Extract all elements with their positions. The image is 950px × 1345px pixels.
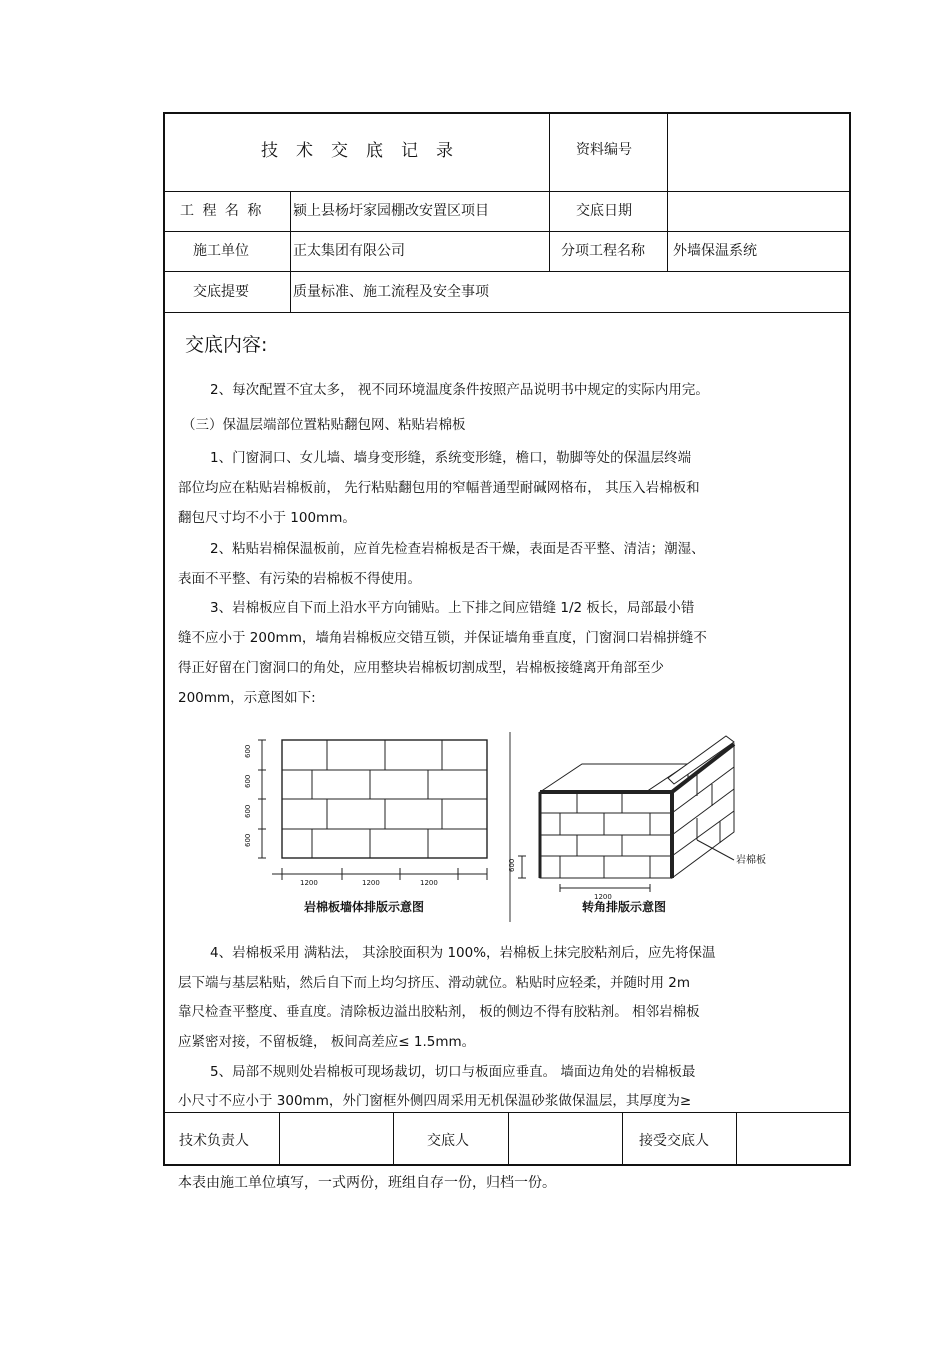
form-title: 技术交底记录 (261, 141, 471, 161)
content-line: 2、每次配置不宜太多， 视不同环境温度条件按照产品说明书中规定的实际内用完。 (210, 382, 709, 398)
receiver-label: 接受交底人 (639, 1133, 709, 1149)
summary-value[interactable]: 质量标准、施工流程及安全事项 (293, 284, 489, 300)
dim-label: 600 (244, 804, 252, 818)
summary-label: 交底提要 (193, 284, 249, 300)
date-label: 交底日期 (576, 203, 632, 219)
content-line: 小尺寸不应小于 300mm，外门窗框外侧四周采用无机保温砂浆做保温层，其厚度为≥ (178, 1093, 692, 1109)
dim-label: 1200 (420, 879, 438, 887)
dim-label: 1200 (362, 879, 380, 887)
col-divider (736, 1112, 737, 1166)
col-divider (290, 191, 291, 312)
discloser-label: 交底人 (427, 1133, 469, 1149)
row-divider (165, 191, 849, 192)
content-line: 得正好留在门窗洞口的角处，应用整块岩棉板切割成型，岩棉板接缝离开角部至少 (178, 660, 664, 676)
content-line: 层下端与基层粘贴，然后自下而上均匀挤压、滑动就位。粘贴时应轻柔，并随时用 2m (178, 975, 691, 991)
content-line: 缝不应小于 200mm，墙角岩棉板应交错互锁，并保证墙角垂直度，门窗洞口岩棉拼缝不 (178, 630, 707, 646)
project-label: 工 程 名 称 (180, 203, 264, 219)
content-line: 应紧密对接，不留板缝， 板间高差应≤ 1.5mm。 (178, 1034, 476, 1050)
layout-diagram (242, 722, 774, 928)
content-heading: 交底内容: (185, 334, 268, 356)
dim-label: 1200 (300, 879, 318, 887)
content-line: 1、门窗洞口、女儿墙、墙身变形缝，系统变形缝，檐口，勒脚等处的保温层终端 (210, 450, 692, 466)
col-divider (279, 1112, 280, 1166)
content-line: 翻包尺寸均不小于 100mm。 (178, 510, 356, 526)
rock-wool-layout-figure (242, 722, 774, 928)
content-line: 5、局部不规则处岩棉板可现场裁切，切口与板面应垂直。 墙面边角处的岩棉板最 (210, 1064, 696, 1080)
dim-label: 600 (508, 858, 516, 872)
rock-wool-callout: 岩棉板 (736, 855, 766, 866)
col-divider (393, 1112, 394, 1166)
contractor-label: 施工单位 (193, 243, 249, 259)
row-divider (165, 1112, 849, 1113)
record-no-label: 资料编号 (576, 142, 632, 158)
dim-label: 1200 (594, 893, 612, 901)
content-line: 4、岩棉板采用 满粘法， 其涂胶面积为 100%，岩棉板上抹完胶粘剂后，应先将保温 (210, 945, 716, 961)
subitem-value[interactable]: 外墙保温系统 (673, 243, 757, 259)
contractor-value[interactable]: 正太集团有限公司 (293, 243, 405, 259)
col-divider (622, 1112, 623, 1166)
dim-label: 600 (244, 774, 252, 788)
row-divider (165, 312, 849, 313)
subitem-label: 分项工程名称 (561, 243, 645, 259)
dim-label: 600 (244, 744, 252, 758)
dim-label: 600 (244, 833, 252, 847)
row-divider (165, 231, 849, 232)
content-line: 2、粘贴岩棉保温板前，应首先检查岩棉板是否干燥，表面是否平整、清洁；潮湿、 (210, 541, 705, 557)
left-figure-caption: 岩棉板墙体排版示意图 (304, 900, 425, 914)
content-line: 3、岩棉板应自下而上沿水平方向铺贴。上下排之间应错缝 1/2 板长，局部最小错 (210, 600, 695, 616)
col-divider (508, 1112, 509, 1166)
content-line: 靠尺检查平整度、垂直度。清除板边溢出胶粘剂， 板的侧边不得有胶粘剂。 相邻岩棉板 (178, 1004, 700, 1020)
content-line: 表面不平整、有污染的岩棉板不得使用。 (178, 571, 421, 587)
right-figure-caption: 转角排版示意图 (582, 900, 667, 914)
col-divider (549, 114, 550, 271)
content-line: 部位均应在粘贴岩棉板前， 先行粘贴翻包用的窄幅普通型耐碱网格布， 其压入岩棉板和 (178, 480, 700, 496)
content-line: （三）保温层端部位置粘贴翻包网、粘贴岩棉板 (182, 417, 466, 433)
content-line: 200mm，示意图如下: (178, 690, 316, 706)
row-divider (165, 271, 849, 272)
col-divider (667, 114, 668, 271)
tech-lead-label: 技术负责人 (179, 1133, 249, 1149)
project-value[interactable]: 颍上县杨圩家园棚改安置区项目 (293, 203, 489, 219)
footer-note: 本表由施工单位填写，一式两份，班组自存一份，归档一份。 (178, 1175, 556, 1191)
